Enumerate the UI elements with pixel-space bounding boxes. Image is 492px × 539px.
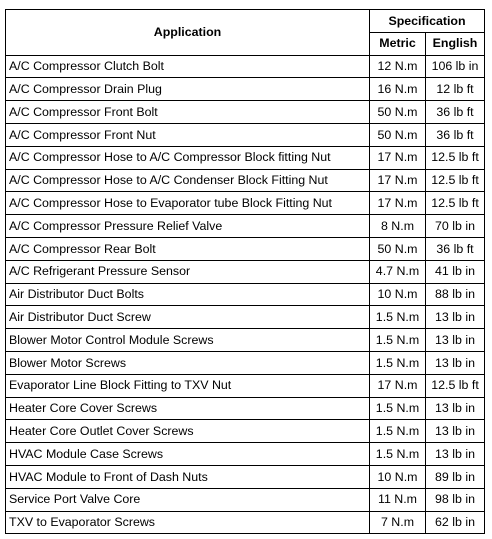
cell-metric: 17 N.m: [370, 374, 426, 397]
cell-english: 36 lb ft: [426, 123, 485, 146]
cell-english: 12.5 lb ft: [426, 192, 485, 215]
table-row: [6, 169, 485, 192]
header-row-top: [6, 10, 485, 33]
cell-english: 106 lb in: [426, 55, 485, 78]
cell-metric: 50 N.m: [370, 123, 426, 146]
cell-application: TXV to Evaporator Screws: [6, 511, 370, 534]
cell-metric: 10 N.m: [370, 465, 426, 488]
cell-english: 13 lb in: [426, 306, 485, 329]
table-row: [6, 488, 485, 511]
cell-application: Service Port Valve Core: [6, 488, 370, 511]
cell-application: A/C Compressor Hose to A/C Condenser Block Fitting Nut: [6, 169, 370, 192]
table-row: [6, 283, 485, 306]
cell-english: 36 lb ft: [426, 237, 485, 260]
cell-metric: 17 N.m: [370, 146, 426, 169]
cell-english: 88 lb in: [426, 283, 485, 306]
cell-application: A/C Compressor Front Nut: [6, 123, 370, 146]
cell-metric: 1.5 N.m: [370, 329, 426, 352]
cell-english: 12.5 lb ft: [426, 146, 485, 169]
cell-english: 36 lb ft: [426, 101, 485, 124]
table-row: [6, 465, 485, 488]
table-row: [6, 78, 485, 101]
table-row: [6, 237, 485, 260]
table-row: [6, 420, 485, 443]
cell-metric: 1.5 N.m: [370, 397, 426, 420]
table-row: [6, 374, 485, 397]
cell-metric: 17 N.m: [370, 192, 426, 215]
cell-metric: 10 N.m: [370, 283, 426, 306]
cell-metric: 8 N.m: [370, 215, 426, 238]
column-header-metric: Metric: [370, 32, 426, 55]
cell-application: A/C Compressor Front Bolt: [6, 101, 370, 124]
cell-english: 13 lb in: [426, 443, 485, 466]
cell-application: Air Distributor Duct Bolts: [6, 283, 370, 306]
table-row: [6, 192, 485, 215]
table-row: [6, 511, 485, 534]
table-row: [6, 146, 485, 169]
table-row: [6, 351, 485, 374]
cell-metric: 11 N.m: [370, 488, 426, 511]
cell-english: 62 lb in: [426, 511, 485, 534]
cell-english: 13 lb in: [426, 329, 485, 352]
cell-english: 12.5 lb ft: [426, 169, 485, 192]
cell-application: Blower Motor Screws: [6, 351, 370, 374]
table-row: [6, 443, 485, 466]
cell-metric: 1.5 N.m: [370, 351, 426, 374]
table-row: [6, 329, 485, 352]
cell-application: A/C Compressor Pressure Relief Valve: [6, 215, 370, 238]
cell-application: Evaporator Line Block Fitting to TXV Nut: [6, 374, 370, 397]
column-header-specification: Specification: [370, 10, 485, 33]
table-row: [6, 55, 485, 78]
cell-english: 13 lb in: [426, 351, 485, 374]
cell-english: 98 lb in: [426, 488, 485, 511]
cell-metric: 1.5 N.m: [370, 443, 426, 466]
cell-application: HVAC Module Case Screws: [6, 443, 370, 466]
cell-english: 13 lb in: [426, 420, 485, 443]
cell-application: A/C Compressor Drain Plug: [6, 78, 370, 101]
cell-application: A/C Compressor Rear Bolt: [6, 237, 370, 260]
column-header-application: Application: [6, 10, 370, 56]
cell-english: 41 lb in: [426, 260, 485, 283]
cell-application: A/C Compressor Clutch Bolt: [6, 55, 370, 78]
cell-application: A/C Compressor Hose to Evaporator tube Block Fitting Nut: [6, 192, 370, 215]
table-row: [6, 215, 485, 238]
table-row: [6, 123, 485, 146]
cell-application: Air Distributor Duct Screw: [6, 306, 370, 329]
cell-application: Heater Core Outlet Cover Screws: [6, 420, 370, 443]
cell-application: A/C Refrigerant Pressure Sensor: [6, 260, 370, 283]
table-row: [6, 397, 485, 420]
table-header: [6, 10, 485, 56]
cell-metric: 17 N.m: [370, 169, 426, 192]
cell-metric: 12 N.m: [370, 55, 426, 78]
cell-metric: 50 N.m: [370, 237, 426, 260]
cell-metric: 4.7 N.m: [370, 260, 426, 283]
table-row: [6, 101, 485, 124]
cell-application: Blower Motor Control Module Screws: [6, 329, 370, 352]
cell-english: 12.5 lb ft: [426, 374, 485, 397]
cell-english: 13 lb in: [426, 397, 485, 420]
cell-metric: 1.5 N.m: [370, 420, 426, 443]
column-header-english: English: [426, 32, 485, 55]
cell-application: HVAC Module to Front of Dash Nuts: [6, 465, 370, 488]
cell-metric: 50 N.m: [370, 101, 426, 124]
fastener-specification-table: [5, 9, 485, 534]
cell-application: Heater Core Cover Screws: [6, 397, 370, 420]
cell-english: 70 lb in: [426, 215, 485, 238]
table-body: [6, 55, 485, 534]
cell-metric: 1.5 N.m: [370, 306, 426, 329]
table-row: [6, 306, 485, 329]
cell-english: 12 lb ft: [426, 78, 485, 101]
cell-metric: 16 N.m: [370, 78, 426, 101]
cell-application: A/C Compressor Hose to A/C Compressor Block fitting Nut: [6, 146, 370, 169]
cell-metric: 7 N.m: [370, 511, 426, 534]
cell-english: 89 lb in: [426, 465, 485, 488]
table-row: [6, 260, 485, 283]
